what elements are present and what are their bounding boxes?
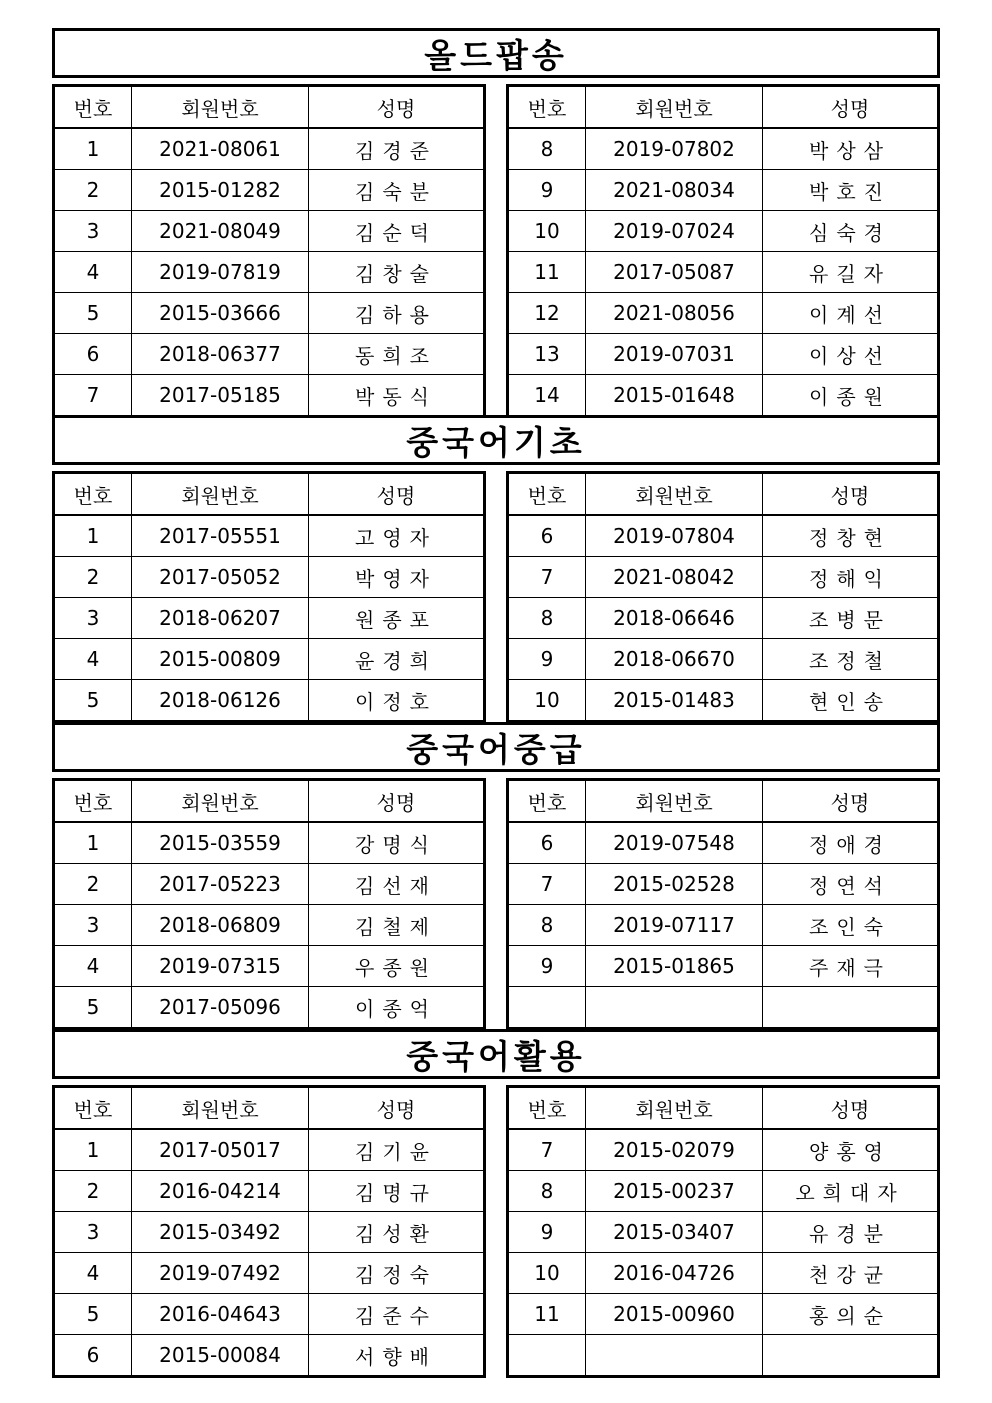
header-no: 번호 xyxy=(508,86,586,129)
roster-table-right xyxy=(506,84,940,418)
header-member-id: 회원번호 xyxy=(586,473,763,516)
cell-member-id: 2015-00809 xyxy=(132,639,309,680)
cell-name: 김기윤 xyxy=(309,1129,485,1171)
cell-no: 10 xyxy=(508,1253,586,1294)
table-row xyxy=(508,598,939,639)
header-no: 번호 xyxy=(54,780,132,823)
table-row xyxy=(508,1212,939,1253)
cell-member-id: 2017-05052 xyxy=(132,557,309,598)
cell-name: 김성환 xyxy=(309,1212,485,1253)
cell-name: 유길자 xyxy=(763,252,939,293)
cell-name: 김정숙 xyxy=(309,1253,485,1294)
section-title: 올드팝송 xyxy=(52,28,940,78)
cell-member-id: 2018-06646 xyxy=(586,598,763,639)
cell-no: 7 xyxy=(54,375,132,417)
cell-member-id: 2019-07802 xyxy=(586,128,763,170)
table-row xyxy=(508,293,939,334)
table-row xyxy=(54,598,485,639)
header-name: 성명 xyxy=(763,1087,939,1130)
cell-name: 김하용 xyxy=(309,293,485,334)
cell-no: 11 xyxy=(508,1294,586,1335)
cell-name xyxy=(763,987,939,1029)
section-chinese-applied xyxy=(52,1029,940,1369)
cell-name: 박동식 xyxy=(309,375,485,417)
table-row xyxy=(508,905,939,946)
cell-name: 조병문 xyxy=(763,598,939,639)
cell-member-id: 2018-06207 xyxy=(132,598,309,639)
header-no: 번호 xyxy=(508,780,586,823)
header-row xyxy=(508,780,939,823)
cell-name: 유경분 xyxy=(763,1212,939,1253)
header-name: 성명 xyxy=(763,86,939,129)
cell-member-id: 2015-00237 xyxy=(586,1171,763,1212)
header-member-id: 회원번호 xyxy=(132,780,309,823)
cell-name: 박영자 xyxy=(309,557,485,598)
header-row xyxy=(54,1087,485,1130)
table-row xyxy=(54,1253,485,1294)
cell-member-id: 2019-07315 xyxy=(132,946,309,987)
cell-member-id: 2015-03407 xyxy=(586,1212,763,1253)
cell-no: 5 xyxy=(54,680,132,722)
cell-member-id: 2015-03666 xyxy=(132,293,309,334)
cell-no: 7 xyxy=(508,1129,586,1171)
cell-member-id: 2021-08056 xyxy=(586,293,763,334)
cell-no: 7 xyxy=(508,864,586,905)
table-row xyxy=(508,375,939,417)
cell-member-id: 2015-01483 xyxy=(586,680,763,722)
table-row xyxy=(508,557,939,598)
cell-name: 이상선 xyxy=(763,334,939,375)
cell-no: 4 xyxy=(54,946,132,987)
section-old-pop xyxy=(52,28,940,408)
cell-name: 정애경 xyxy=(763,822,939,864)
cell-name: 이정호 xyxy=(309,680,485,722)
cell-no: 9 xyxy=(508,639,586,680)
cell-name: 윤경희 xyxy=(309,639,485,680)
cell-no: 3 xyxy=(54,598,132,639)
cell-member-id: 2021-08061 xyxy=(132,128,309,170)
table-row xyxy=(508,1253,939,1294)
cell-no: 3 xyxy=(54,905,132,946)
table-row xyxy=(54,375,485,417)
cell-name: 정연석 xyxy=(763,864,939,905)
table-row xyxy=(54,211,485,252)
cell-name: 김선재 xyxy=(309,864,485,905)
header-no: 번호 xyxy=(508,1087,586,1130)
cell-name: 동희조 xyxy=(309,334,485,375)
table-row xyxy=(508,515,939,557)
cell-no: 2 xyxy=(54,557,132,598)
cell-member-id: 2021-08042 xyxy=(586,557,763,598)
cell-member-id: 2021-08049 xyxy=(132,211,309,252)
cell-no: 2 xyxy=(54,1171,132,1212)
header-member-id: 회원번호 xyxy=(132,473,309,516)
table-row xyxy=(54,1212,485,1253)
cell-name: 이종원 xyxy=(763,375,939,417)
cell-no: 6 xyxy=(508,822,586,864)
header-name: 성명 xyxy=(309,86,485,129)
header-member-id: 회원번호 xyxy=(132,1087,309,1130)
header-name: 성명 xyxy=(309,1087,485,1130)
cell-member-id: 2018-06809 xyxy=(132,905,309,946)
cell-no: 5 xyxy=(54,987,132,1029)
cell-member-id: 2017-05096 xyxy=(132,987,309,1029)
roster-table-right xyxy=(506,778,940,1030)
cell-no: 6 xyxy=(54,334,132,375)
cell-member-id xyxy=(586,1335,763,1377)
table-row xyxy=(508,252,939,293)
roster-table-left xyxy=(52,1085,486,1378)
cell-no xyxy=(508,1335,586,1377)
cell-member-id: 2017-05223 xyxy=(132,864,309,905)
cell-member-id: 2017-05087 xyxy=(586,252,763,293)
cell-member-id: 2021-08034 xyxy=(586,170,763,211)
header-name: 성명 xyxy=(309,473,485,516)
section-chinese-basic xyxy=(52,415,940,715)
cell-no: 13 xyxy=(508,334,586,375)
table-row xyxy=(54,1129,485,1171)
table-row xyxy=(508,822,939,864)
header-name: 성명 xyxy=(763,780,939,823)
cell-name: 정창현 xyxy=(763,515,939,557)
roster-table-right xyxy=(506,471,940,723)
section-title: 중국어기초 xyxy=(52,415,940,465)
table-row xyxy=(54,905,485,946)
section-chinese-intermediate xyxy=(52,722,940,1022)
table-row xyxy=(508,1129,939,1171)
cell-name: 김순덕 xyxy=(309,211,485,252)
cell-no: 11 xyxy=(508,252,586,293)
cell-no: 10 xyxy=(508,211,586,252)
cell-member-id: 2015-01282 xyxy=(132,170,309,211)
table-row xyxy=(54,334,485,375)
header-no: 번호 xyxy=(54,473,132,516)
section-title: 중국어중급 xyxy=(52,722,940,772)
cell-no: 2 xyxy=(54,170,132,211)
table-row xyxy=(508,128,939,170)
cell-member-id: 2019-07031 xyxy=(586,334,763,375)
cell-name: 김창술 xyxy=(309,252,485,293)
cell-no: 6 xyxy=(54,1335,132,1377)
table-row xyxy=(54,515,485,557)
cell-member-id: 2017-05551 xyxy=(132,515,309,557)
header-name: 성명 xyxy=(309,780,485,823)
cell-member-id: 2019-07819 xyxy=(132,252,309,293)
cell-no: 5 xyxy=(54,1294,132,1335)
table-row xyxy=(54,252,485,293)
cell-member-id: 2018-06126 xyxy=(132,680,309,722)
table-row xyxy=(508,946,939,987)
header-row xyxy=(54,780,485,823)
cell-name: 강명식 xyxy=(309,822,485,864)
cell-name: 김준수 xyxy=(309,1294,485,1335)
header-member-id: 회원번호 xyxy=(586,86,763,129)
cell-name: 홍의순 xyxy=(763,1294,939,1335)
section-title: 중국어활용 xyxy=(52,1029,940,1079)
table-row xyxy=(54,1171,485,1212)
header-row xyxy=(54,473,485,516)
cell-name: 조정철 xyxy=(763,639,939,680)
cell-member-id: 2015-03559 xyxy=(132,822,309,864)
roster-table-right xyxy=(506,1085,940,1378)
header-name: 성명 xyxy=(763,473,939,516)
cell-name: 양홍영 xyxy=(763,1129,939,1171)
cell-member-id: 2019-07492 xyxy=(132,1253,309,1294)
table-row xyxy=(508,864,939,905)
cell-name: 오희대자 xyxy=(763,1171,939,1212)
table-row xyxy=(508,170,939,211)
cell-no: 9 xyxy=(508,170,586,211)
cell-member-id: 2015-00960 xyxy=(586,1294,763,1335)
cell-no: 7 xyxy=(508,557,586,598)
cell-name: 현인송 xyxy=(763,680,939,722)
header-member-id: 회원번호 xyxy=(132,86,309,129)
cell-no: 9 xyxy=(508,946,586,987)
cell-name: 김경준 xyxy=(309,128,485,170)
table-row xyxy=(54,680,485,722)
table-row xyxy=(54,822,485,864)
cell-no: 10 xyxy=(508,680,586,722)
cell-member-id: 2019-07117 xyxy=(586,905,763,946)
cell-member-id: 2016-04643 xyxy=(132,1294,309,1335)
table-row xyxy=(508,639,939,680)
cell-no: 1 xyxy=(54,128,132,170)
cell-name: 박호진 xyxy=(763,170,939,211)
cell-no: 1 xyxy=(54,515,132,557)
cell-no: 4 xyxy=(54,1253,132,1294)
cell-no: 9 xyxy=(508,1212,586,1253)
cell-member-id: 2015-00084 xyxy=(132,1335,309,1377)
table-row xyxy=(54,1294,485,1335)
cell-name: 원종포 xyxy=(309,598,485,639)
cell-no: 2 xyxy=(54,864,132,905)
header-row xyxy=(508,1087,939,1130)
cell-member-id: 2016-04214 xyxy=(132,1171,309,1212)
cell-member-id: 2015-02079 xyxy=(586,1129,763,1171)
cell-no: 4 xyxy=(54,252,132,293)
cell-member-id: 2015-03492 xyxy=(132,1212,309,1253)
table-row xyxy=(54,128,485,170)
table-row xyxy=(54,987,485,1029)
cell-name: 우종원 xyxy=(309,946,485,987)
cell-no: 14 xyxy=(508,375,586,417)
cell-no: 8 xyxy=(508,905,586,946)
cell-member-id: 2018-06670 xyxy=(586,639,763,680)
cell-member-id: 2019-07804 xyxy=(586,515,763,557)
cell-name: 심숙경 xyxy=(763,211,939,252)
cell-name: 김명규 xyxy=(309,1171,485,1212)
cell-member-id: 2018-06377 xyxy=(132,334,309,375)
cell-no: 8 xyxy=(508,1171,586,1212)
table-row xyxy=(508,211,939,252)
cell-member-id: 2017-05017 xyxy=(132,1129,309,1171)
table-row xyxy=(508,987,939,1029)
cell-name: 서향배 xyxy=(309,1335,485,1377)
header-row xyxy=(508,86,939,129)
cell-no: 8 xyxy=(508,598,586,639)
cell-name: 정해익 xyxy=(763,557,939,598)
cell-no: 3 xyxy=(54,211,132,252)
cell-no: 12 xyxy=(508,293,586,334)
table-row xyxy=(54,864,485,905)
cell-member-id: 2019-07024 xyxy=(586,211,763,252)
roster-table-left xyxy=(52,471,486,723)
table-row xyxy=(54,946,485,987)
cell-no xyxy=(508,987,586,1029)
cell-no: 4 xyxy=(54,639,132,680)
cell-name xyxy=(763,1335,939,1377)
table-row xyxy=(54,557,485,598)
cell-name: 조인숙 xyxy=(763,905,939,946)
table-row xyxy=(54,639,485,680)
header-row xyxy=(508,473,939,516)
cell-member-id: 2015-02528 xyxy=(586,864,763,905)
cell-member-id xyxy=(586,987,763,1029)
cell-name: 김숙분 xyxy=(309,170,485,211)
cell-no: 8 xyxy=(508,128,586,170)
roster-table-left xyxy=(52,84,486,418)
cell-member-id: 2017-05185 xyxy=(132,375,309,417)
table-row xyxy=(508,334,939,375)
cell-no: 5 xyxy=(54,293,132,334)
cell-member-id: 2015-01648 xyxy=(586,375,763,417)
cell-name: 주재극 xyxy=(763,946,939,987)
table-row xyxy=(54,170,485,211)
cell-name: 김철제 xyxy=(309,905,485,946)
table-row xyxy=(508,1294,939,1335)
header-member-id: 회원번호 xyxy=(586,780,763,823)
cell-name: 이종억 xyxy=(309,987,485,1029)
cell-no: 6 xyxy=(508,515,586,557)
header-row xyxy=(54,86,485,129)
cell-no: 1 xyxy=(54,1129,132,1171)
header-member-id: 회원번호 xyxy=(586,1087,763,1130)
table-row xyxy=(54,293,485,334)
cell-name: 천강균 xyxy=(763,1253,939,1294)
roster-table-left xyxy=(52,778,486,1030)
cell-name: 이계선 xyxy=(763,293,939,334)
cell-no: 3 xyxy=(54,1212,132,1253)
table-row xyxy=(508,1171,939,1212)
cell-no: 1 xyxy=(54,822,132,864)
cell-member-id: 2019-07548 xyxy=(586,822,763,864)
header-no: 번호 xyxy=(54,1087,132,1130)
header-no: 번호 xyxy=(508,473,586,516)
cell-member-id: 2015-01865 xyxy=(586,946,763,987)
cell-member-id: 2016-04726 xyxy=(586,1253,763,1294)
table-row xyxy=(508,680,939,722)
table-row xyxy=(54,1335,485,1377)
table-row xyxy=(508,1335,939,1377)
header-no: 번호 xyxy=(54,86,132,129)
cell-name: 박상삼 xyxy=(763,128,939,170)
cell-name: 고영자 xyxy=(309,515,485,557)
